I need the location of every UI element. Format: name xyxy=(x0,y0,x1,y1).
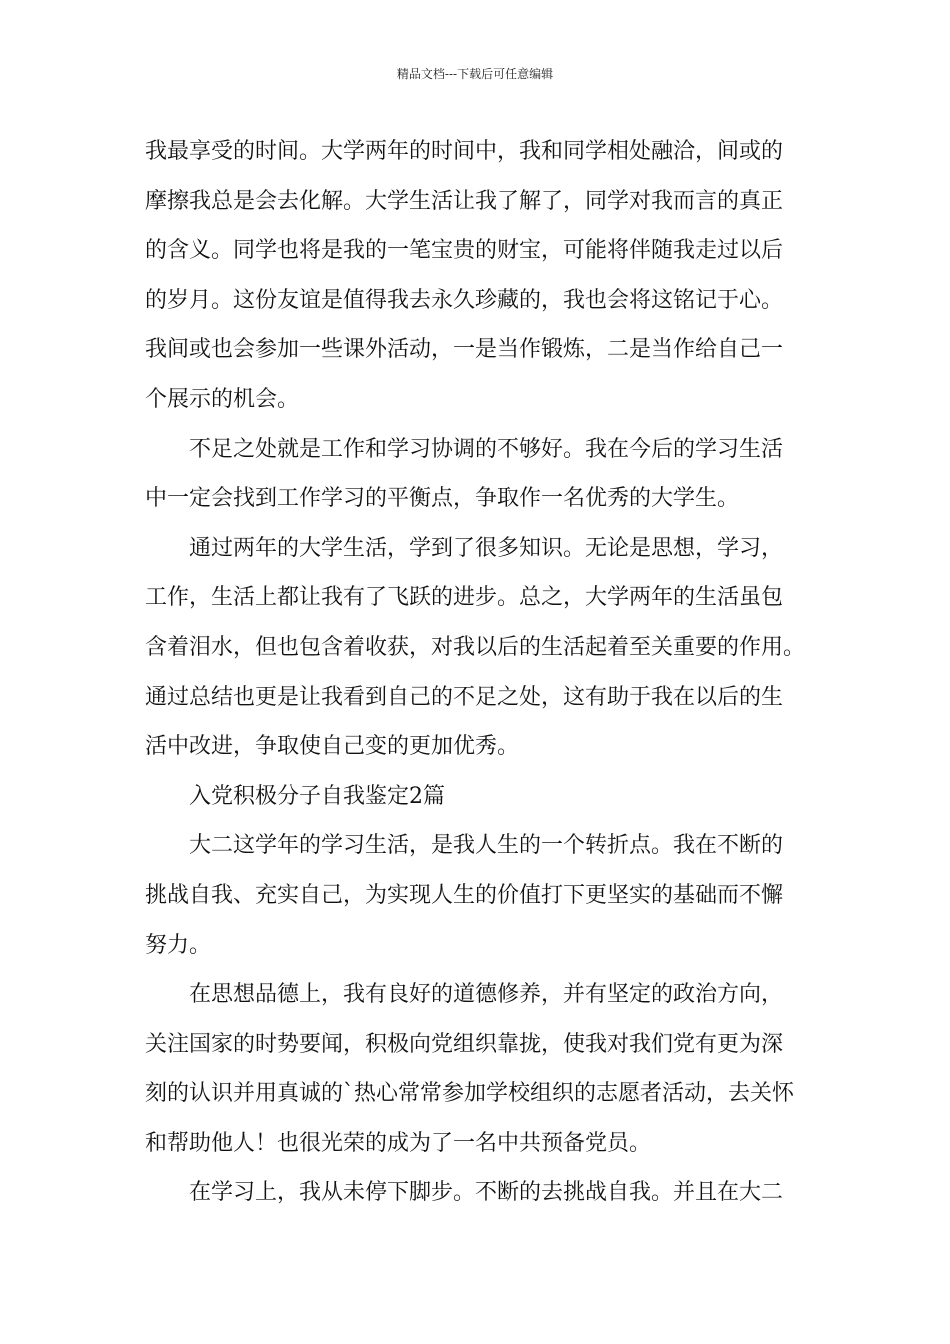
text-line: 中一定会找到工作学习的平衡点，争取作一名优秀的大学生。 xyxy=(145,486,740,512)
text-line: 通过两年的大学生活，学到了很多知识。无论是思想，学习， xyxy=(189,535,784,561)
text-line: 工作，生活上都让我有了飞跃的进步。总之，大学两年的生活虽包 xyxy=(145,585,784,611)
text-line: 在学习上，我从未停下脚步。不断的去挑战自我。并且在大二 xyxy=(189,1180,784,1206)
text-line: 关注国家的时势要闻，积极向党组织靠拢，使我对我们党有更为深 xyxy=(145,1031,784,1057)
text-line: 的岁月。这份友谊是值得我去永久珍藏的，我也会将这铭记于心。 xyxy=(145,287,784,313)
text-line: 入党积极分子自我鉴定2篇 xyxy=(189,783,445,809)
document-body xyxy=(145,127,825,1218)
text-line: 的含义。同学也将是我的一笔宝贵的财宝，可能将伴随我走过以后 xyxy=(145,238,784,264)
text-line: 和帮助他人！也很光荣的成为了一名中共预备党员。 xyxy=(145,1130,652,1156)
text-line: 刻的认识并用真诚的`热心常常参加学校组织的志愿者活动，去关怀 xyxy=(145,1081,795,1107)
text-line: 大二这学年的学习生活，是我人生的一个转折点。我在不断的 xyxy=(189,833,784,859)
text-line: 活中改进，争取使自己变的更加优秀。 xyxy=(145,734,520,760)
page-header: 精品文档---下载后可任意编辑 xyxy=(396,67,554,81)
text-line: 含着泪水，但也包含着收获，对我以后的生活起着至关重要的作用。 xyxy=(145,634,806,660)
text-line: 我最享受的时间。大学两年的时间中，我和同学相处融洽，间或的 xyxy=(145,139,784,164)
text-line: 通过总结也更是让我看到自己的不足之处，这有助于我在以后的生 xyxy=(145,684,784,710)
text-line: 个展示的机会。 xyxy=(145,386,300,412)
text-line: 我间或也会参加一些课外活动，一是当作锻炼，二是当作给自己一 xyxy=(145,337,784,363)
text-line: 挑战自我、充实自己，为实现人生的价值打下更坚实的基础而不懈 xyxy=(145,882,784,908)
text-line: 摩擦我总是会去化解。大学生活让我了解了，同学对我而言的真正 xyxy=(145,188,784,214)
text-line: 不足之处就是工作和学习协调的不够好。我在今后的学习生活 xyxy=(189,436,784,462)
text-line: 在思想品德上，我有良好的道德修养，并有坚定的政治方向， xyxy=(189,982,784,1008)
text-line: 努力。 xyxy=(145,932,212,958)
